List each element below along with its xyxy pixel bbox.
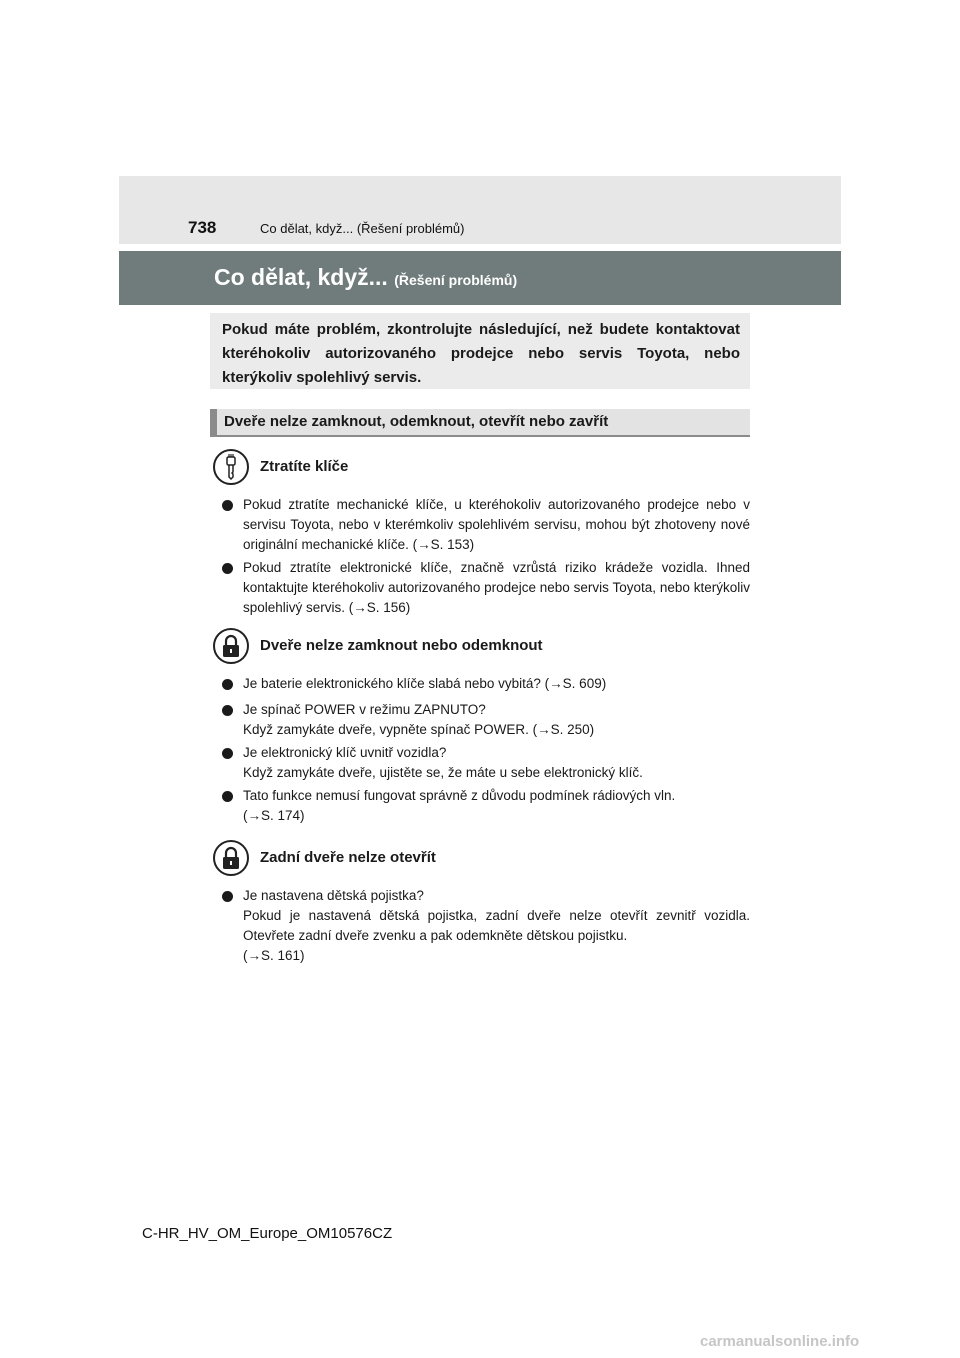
list-item: Je nastavena dětská pojistka? Pokud je nastavená dětská pojistka, zadní dveře nelze otevřít zevnitř vozidla. Otevřete zadní dveře zvenku a pak odemkněte dětskou pojistku. (→S. 161): [222, 886, 750, 966]
page-number: 738: [188, 218, 217, 237]
document-code: C-HR_HV_OM_Europe_OM10576CZ: [142, 1225, 393, 1242]
running-header: Co dělat, když... (Řešení problémů): [260, 221, 465, 236]
lock-icon: [213, 628, 249, 664]
bullet-dot: [222, 705, 233, 716]
subsection-heading-lock: Dveře nelze zamknout nebo odemknout: [260, 637, 543, 654]
section-title: Dveře nelze zamknout, odemknout, otevřít nebo zavřít: [224, 413, 609, 430]
bullet-dot: [222, 500, 233, 511]
intro-box: Pokud máte problém, zkontrolujte následující, než budete kontaktovat kteréhokoliv autorizovaného prodejce nebo servis Toyota, nebo kterýkoliv spolehlivý servis.: [210, 313, 750, 389]
list-item: Pokud ztratíte mechanické klíče, u kteréhokoliv autorizovaného prodejce nebo v servisu Toyota, nebo v kterémkoliv spolehlivém servisu, mohou být zhotoveny nové originální mechanické klíče. (→S. 153): [222, 495, 750, 555]
list-item: Je baterie elektronického klíče slabá nebo vybitá? (→S. 609): [222, 674, 750, 694]
list-item: Tato funkce nemusí fungovat správně z důvodu podmínek rádiových vln. (→S. 174): [222, 786, 750, 826]
bullet-dot: [222, 891, 233, 902]
subsection-heading-keys: Ztratíte klíče: [260, 458, 349, 475]
list-item: Je elektronický klíč uvnitř vozidla? Když zamykáte dveře, ujistěte se, že máte u sebe elektronický klíč.: [222, 743, 750, 783]
key-icon: [213, 449, 249, 485]
watermark: carmanualsonline.info: [700, 1333, 860, 1350]
list-item: Je spínač POWER v režimu ZAPNUTO? Když zamykáte dveře, vypněte spínač POWER. (→S. 250): [222, 700, 750, 740]
bullet-dot: [222, 748, 233, 759]
page-title-sub: (Řešení problémů): [394, 272, 518, 288]
bullet-dot: [222, 679, 233, 690]
list-item: Pokud ztratíte elektronické klíče, značně vzrůstá riziko krádeže vozidla. Ihned kontaktujte kteréhokoliv autorizovaného prodejce nebo servis Toyota, nebo kterýkoliv spolehlivý servis. (→S. 156): [222, 558, 750, 618]
bullet-dot: [222, 791, 233, 802]
section-bar: [210, 409, 750, 437]
page-title-main: Co dělat, když...: [214, 264, 388, 290]
lock-icon: [213, 840, 249, 876]
subsection-heading-rear-door: Zadní dveře nelze otevřít: [260, 849, 436, 866]
header-band: [119, 176, 841, 244]
section-accent: [210, 409, 217, 435]
bullet-dot: [222, 563, 233, 574]
page-title: [214, 264, 517, 291]
